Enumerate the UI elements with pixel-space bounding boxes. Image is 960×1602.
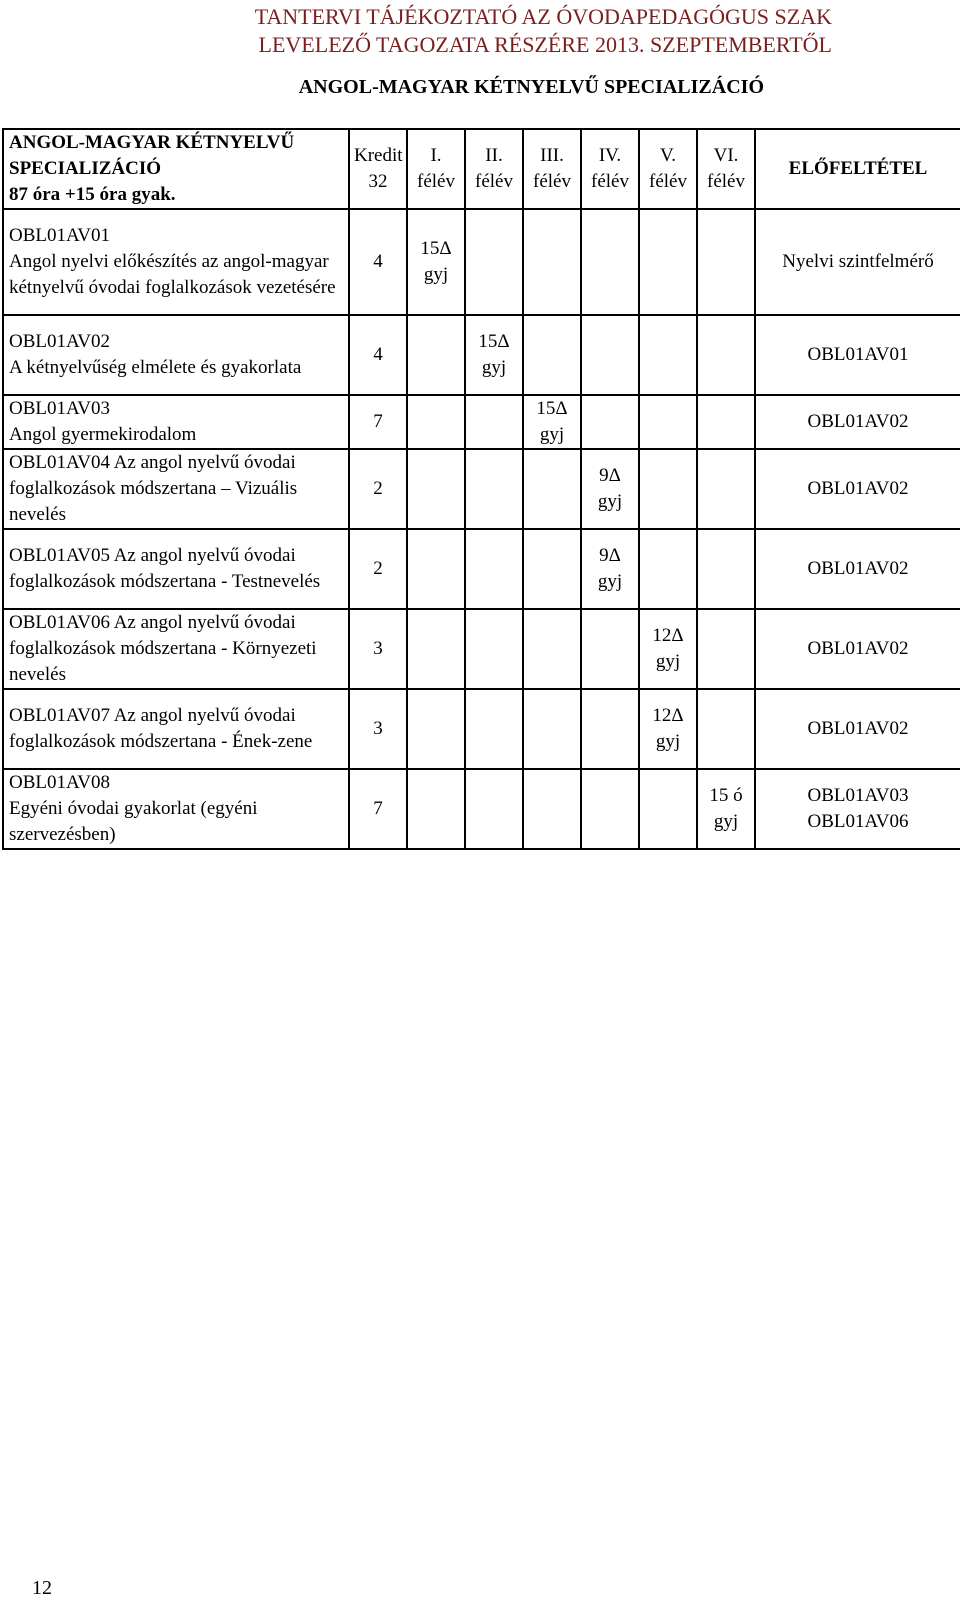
semester-cell-6: 15 ó gyj — [697, 769, 755, 849]
semester-cell-6 — [697, 395, 755, 449]
semester-cell-5 — [639, 449, 697, 529]
semester-cell-1 — [407, 689, 465, 769]
course-name-cell — [3, 209, 349, 315]
semester-cell-4 — [581, 769, 639, 849]
course-title: A kétnyelvűség elmélete és gyakorlata — [9, 357, 302, 378]
semester-cell-5: 12Δ gyj — [639, 689, 697, 769]
course-name-cell — [3, 769, 349, 849]
course-kredit: 4 — [349, 209, 407, 315]
semester-number: I. — [430, 145, 442, 166]
course-kredit: 7 — [349, 395, 407, 449]
header-kredit-cell — [349, 129, 407, 209]
header-semester-4 — [581, 129, 639, 209]
semester-cell-4 — [581, 315, 639, 395]
semester-cell-6 — [697, 609, 755, 689]
course-name-cell — [3, 315, 349, 395]
semester-cell-2 — [465, 449, 523, 529]
semester-cell-5 — [639, 769, 697, 849]
semester-cell-6 — [697, 529, 755, 609]
document-header-line2: LEVELEZŐ TAGOZATA RÉSZÉRE 2013. SZEPTEMBERTŐL — [258, 32, 832, 57]
course-name-cell — [3, 449, 349, 529]
semester-number: IV. — [598, 145, 622, 166]
semester-cell-3 — [523, 689, 581, 769]
semester-word: félév — [591, 171, 629, 192]
header-course-cell — [3, 129, 349, 209]
semester-cell-4: 9Δ gyj — [581, 449, 639, 529]
course-prerequisite: OBL01AV01 — [755, 315, 960, 395]
semester-cell-2 — [465, 769, 523, 849]
course-title: Az angol nyelvű óvodai foglalkozások módszertana - Környezeti nevelés — [9, 612, 317, 685]
course-row — [3, 449, 960, 529]
semester-cell-2 — [465, 529, 523, 609]
course-code: OBL01AV06 — [9, 612, 110, 633]
semester-cell-2 — [465, 209, 523, 315]
course-title: Az angol nyelvű óvodai foglalkozások módszertana - Testnevelés — [9, 545, 321, 592]
course-name-cell — [3, 395, 349, 449]
semester-word: félév — [707, 171, 745, 192]
semester-cell-3: 15Δ gyj — [523, 395, 581, 449]
semester-cell-3 — [523, 449, 581, 529]
course-code: OBL01AV04 — [9, 452, 110, 473]
specialization-title: ANGOL-MAGYAR KÉTNYELVŰ SPECIALIZÁCIÓ — [298, 76, 764, 98]
semester-cell-1 — [407, 769, 465, 849]
semester-word: félév — [417, 171, 455, 192]
header-semester-6 — [697, 129, 755, 209]
semester-number: III. — [540, 145, 564, 166]
semester-cell-1 — [407, 449, 465, 529]
semester-word: félév — [533, 171, 571, 192]
course-row — [3, 529, 960, 609]
course-prerequisite: OBL01AV02 — [755, 529, 960, 609]
header-semester-2 — [465, 129, 523, 209]
semester-word: félév — [649, 171, 687, 192]
semester-cell-6 — [697, 315, 755, 395]
semester-cell-6 — [697, 449, 755, 529]
semester-cell-4 — [581, 689, 639, 769]
semester-cell-1 — [407, 529, 465, 609]
course-title: Angol gyermekirodalom — [9, 424, 197, 445]
curriculum-table — [2, 128, 960, 850]
course-kredit: 7 — [349, 769, 407, 849]
course-kredit: 4 — [349, 315, 407, 395]
document-header-line1: TANTERVI TÁJÉKOZTATÓ AZ ÓVODAPEDAGÓGUS SZAK — [254, 4, 832, 29]
course-row — [3, 315, 960, 395]
course-row — [3, 769, 960, 849]
course-row — [3, 395, 960, 449]
semester-cell-6 — [697, 689, 755, 769]
semester-cell-5 — [639, 395, 697, 449]
course-code: OBL01AV08 — [9, 772, 110, 793]
course-name-cell — [3, 609, 349, 689]
semester-cell-2: 15Δ gyj — [465, 315, 523, 395]
table-header-row — [3, 129, 960, 209]
header-kredit-total: 32 — [368, 171, 388, 192]
semester-cell-1 — [407, 609, 465, 689]
course-code: OBL01AV03 — [9, 398, 110, 419]
semester-number: VI. — [713, 145, 739, 166]
course-prerequisite: OBL01AV02 — [755, 609, 960, 689]
header-semester-1 — [407, 129, 465, 209]
semester-word: félév — [475, 171, 513, 192]
course-kredit: 3 — [349, 609, 407, 689]
header-semester-3 — [523, 129, 581, 209]
header-spec-line2: SPECIALIZÁCIÓ — [9, 158, 162, 179]
header-semester-5 — [639, 129, 697, 209]
course-code: OBL01AV01 — [9, 225, 110, 246]
course-row — [3, 689, 960, 769]
course-row — [3, 209, 960, 315]
course-name-cell — [3, 529, 349, 609]
semester-cell-1: 15Δ gyj — [407, 209, 465, 315]
course-prerequisite: OBL01AV03 OBL01AV06 — [755, 769, 960, 849]
course-title: Az angol nyelvű óvodai foglalkozások módszertana – Vizuális nevelés — [9, 452, 298, 525]
semester-cell-4 — [581, 609, 639, 689]
semester-cell-2 — [465, 395, 523, 449]
course-code: OBL01AV02 — [9, 331, 110, 352]
course-kredit: 2 — [349, 449, 407, 529]
header-prerequisite: ELŐFELTÉTEL — [755, 129, 960, 209]
semester-cell-4: 9Δ gyj — [581, 529, 639, 609]
semester-cell-4 — [581, 395, 639, 449]
course-prerequisite: Nyelvi szintfelmérő — [755, 209, 960, 315]
course-code: OBL01AV05 — [9, 545, 110, 566]
course-kredit: 2 — [349, 529, 407, 609]
header-kredit-label: Kredit — [354, 145, 403, 166]
course-kredit: 3 — [349, 689, 407, 769]
course-prerequisite: OBL01AV02 — [755, 395, 960, 449]
course-row — [3, 609, 960, 689]
semester-cell-4 — [581, 209, 639, 315]
semester-cell-3 — [523, 315, 581, 395]
semester-cell-1 — [407, 395, 465, 449]
semester-number: II. — [485, 145, 503, 166]
semester-cell-5: 12Δ gyj — [639, 609, 697, 689]
course-code: OBL01AV07 — [9, 705, 110, 726]
course-title: Egyéni óvodai gyakorlat (egyéni szervezésben) — [9, 798, 258, 845]
course-prerequisite: OBL01AV02 — [755, 449, 960, 529]
header-spec-line1: ANGOL-MAGYAR KÉTNYELVŰ — [9, 132, 295, 153]
semester-cell-5 — [639, 529, 697, 609]
semester-cell-5 — [639, 315, 697, 395]
course-prerequisite: OBL01AV02 — [755, 689, 960, 769]
semester-cell-3 — [523, 209, 581, 315]
semester-cell-3 — [523, 609, 581, 689]
semester-cell-2 — [465, 609, 523, 689]
semester-cell-5 — [639, 209, 697, 315]
semester-cell-3 — [523, 769, 581, 849]
semester-number: V. — [659, 145, 677, 166]
course-title: Az angol nyelvű óvodai foglalkozások módszertana - Ének-zene — [9, 705, 313, 752]
header-hours: 87 óra +15 óra gyak. — [9, 184, 176, 205]
semester-cell-6 — [697, 209, 755, 315]
page-number: 12 — [32, 1577, 52, 1599]
semester-cell-2 — [465, 689, 523, 769]
course-name-cell — [3, 689, 349, 769]
semester-cell-1 — [407, 315, 465, 395]
course-title: Angol nyelvi előkészítés az angol-magyar kétnyelvű óvodai foglalkozások vezetésére — [9, 251, 336, 298]
semester-cell-3 — [523, 529, 581, 609]
